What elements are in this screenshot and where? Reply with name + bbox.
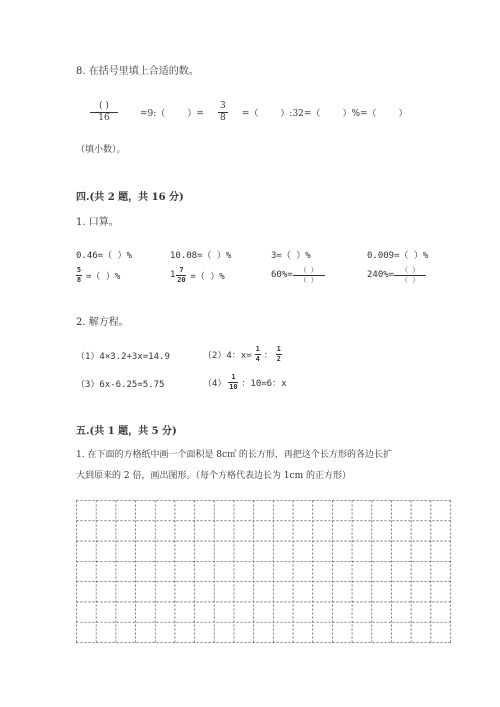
q8-note: （填小数）。 xyxy=(76,145,126,155)
equation-1: （1）4×3.2+3x=14.9 xyxy=(76,352,170,362)
section4-heading: 四.(共 2 题，共 16 分) xyxy=(76,192,184,203)
oral-5: $\frac{5}{8}$ =（ ）% xyxy=(76,265,121,284)
oral-4: 0.009=（ ）% xyxy=(367,251,429,261)
q5-line-2: 大到原来的 2 倍，画出图形。（每个方格代表边长为 1cm 的正方形） xyxy=(76,471,351,481)
q8-equation: $\frac{( )}{16}$ =9:（ ）= $\frac{3}{8}$ =（ ）:32=（ ）%=（ ） xyxy=(90,100,408,124)
oral-8: 240%= $\frac{( )}{( )}$ xyxy=(367,264,426,286)
q8-title: 8. 在括号里填上合适的数。 xyxy=(76,66,199,77)
oral-7: 60%= $\frac{( )}{( )}$ xyxy=(271,264,325,286)
equation-4: （4） $\frac{1}{10}$ ：10=6：x xyxy=(203,372,287,391)
q8-fraction-1: $\frac{( )}{16}$ xyxy=(90,102,118,123)
oral-6: 1 $\frac{7}{20}$ =（ ）% xyxy=(170,265,225,284)
equation-2: （2）4：x= $\frac{1}{4}$ ： $\frac{1}{2}$ xyxy=(203,344,281,363)
grid-svg xyxy=(76,500,451,643)
q8-fraction-2: $\frac{3}{8}$ xyxy=(218,102,228,123)
q2-title: 2. 解方程。 xyxy=(76,317,129,328)
grid-paper xyxy=(76,500,451,643)
oral-1: 0.46=（ ）% xyxy=(76,251,132,261)
oral-2: 10.08=（ ）% xyxy=(170,251,232,261)
q5-line-1: 1. 在下面的方格纸中画一个面积是 8c㎡ 的长方形，再把这个长方形的各边长扩 xyxy=(76,450,392,460)
q1-title: 1. 口算。 xyxy=(76,217,119,228)
equation-3: （3）6x-6.25=5.75 xyxy=(76,380,165,390)
section5-heading: 五.(共 1 题，共 5 分) xyxy=(76,426,177,437)
oral-3: 3=（ ）% xyxy=(271,251,311,261)
